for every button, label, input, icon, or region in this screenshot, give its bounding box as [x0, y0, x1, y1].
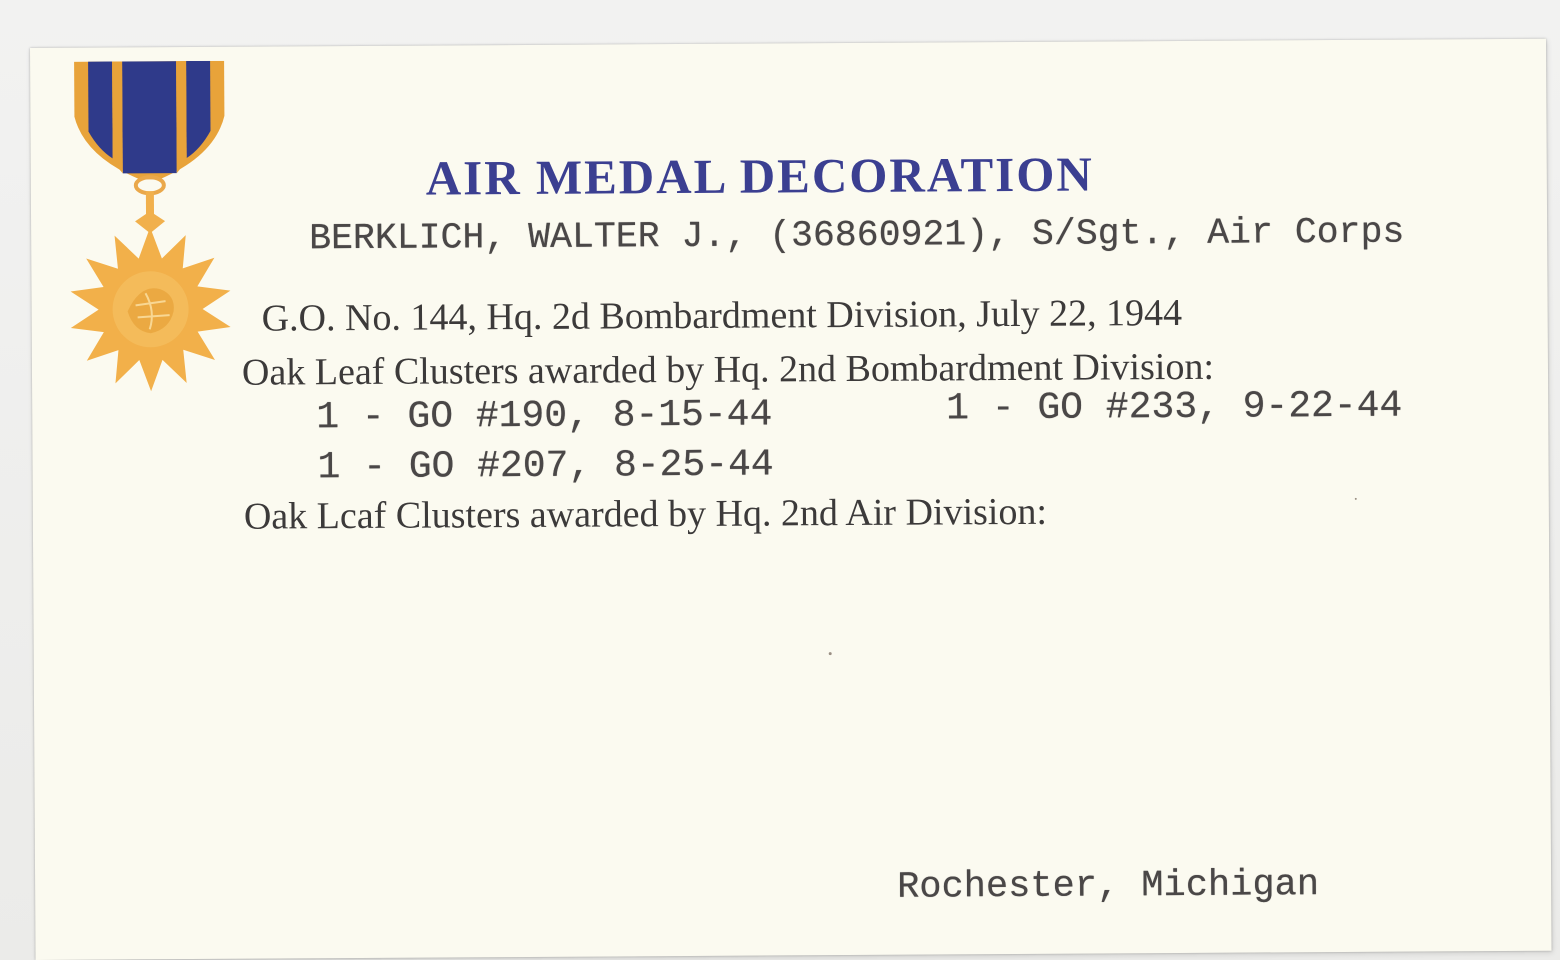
- air-medal-icon: [64, 61, 236, 402]
- oak-leaf-bombardment-heading: Oak Leaf Clusters awarded by Hq. 2nd Bombardment Division:: [241, 345, 1215, 394]
- location-text: Rochester, Michigan: [897, 864, 1320, 909]
- medal-pendant: [70, 227, 231, 392]
- medal-ring: [136, 177, 164, 193]
- recipient-name: BERKLICH, WALTER J., (36860921), S/Sgt., Air Corps: [309, 211, 1405, 260]
- paper-speck: [1355, 498, 1357, 500]
- cluster-entry: 1 - GO #190, 8-15-44: [316, 393, 773, 440]
- cluster-entry: 1 - GO #233, 9-22-44: [946, 384, 1403, 431]
- cluster-entry: 1 - GO #207, 8-25-44: [317, 443, 774, 490]
- card-title: AIR MEDAL DECORATION: [425, 146, 1094, 206]
- general-order-line: G.O. No. 144, Hq. 2d Bombardment Division, July 22, 1944: [261, 291, 1183, 340]
- medal-suspension: [135, 191, 165, 233]
- oak-leaf-air-division-heading: Oak Lcaf Clusters awarded by Hq. 2nd Air Division:: [243, 490, 1048, 538]
- medal-ribbon: [74, 61, 225, 180]
- paper-speck: [829, 652, 832, 655]
- award-card: [30, 39, 1552, 960]
